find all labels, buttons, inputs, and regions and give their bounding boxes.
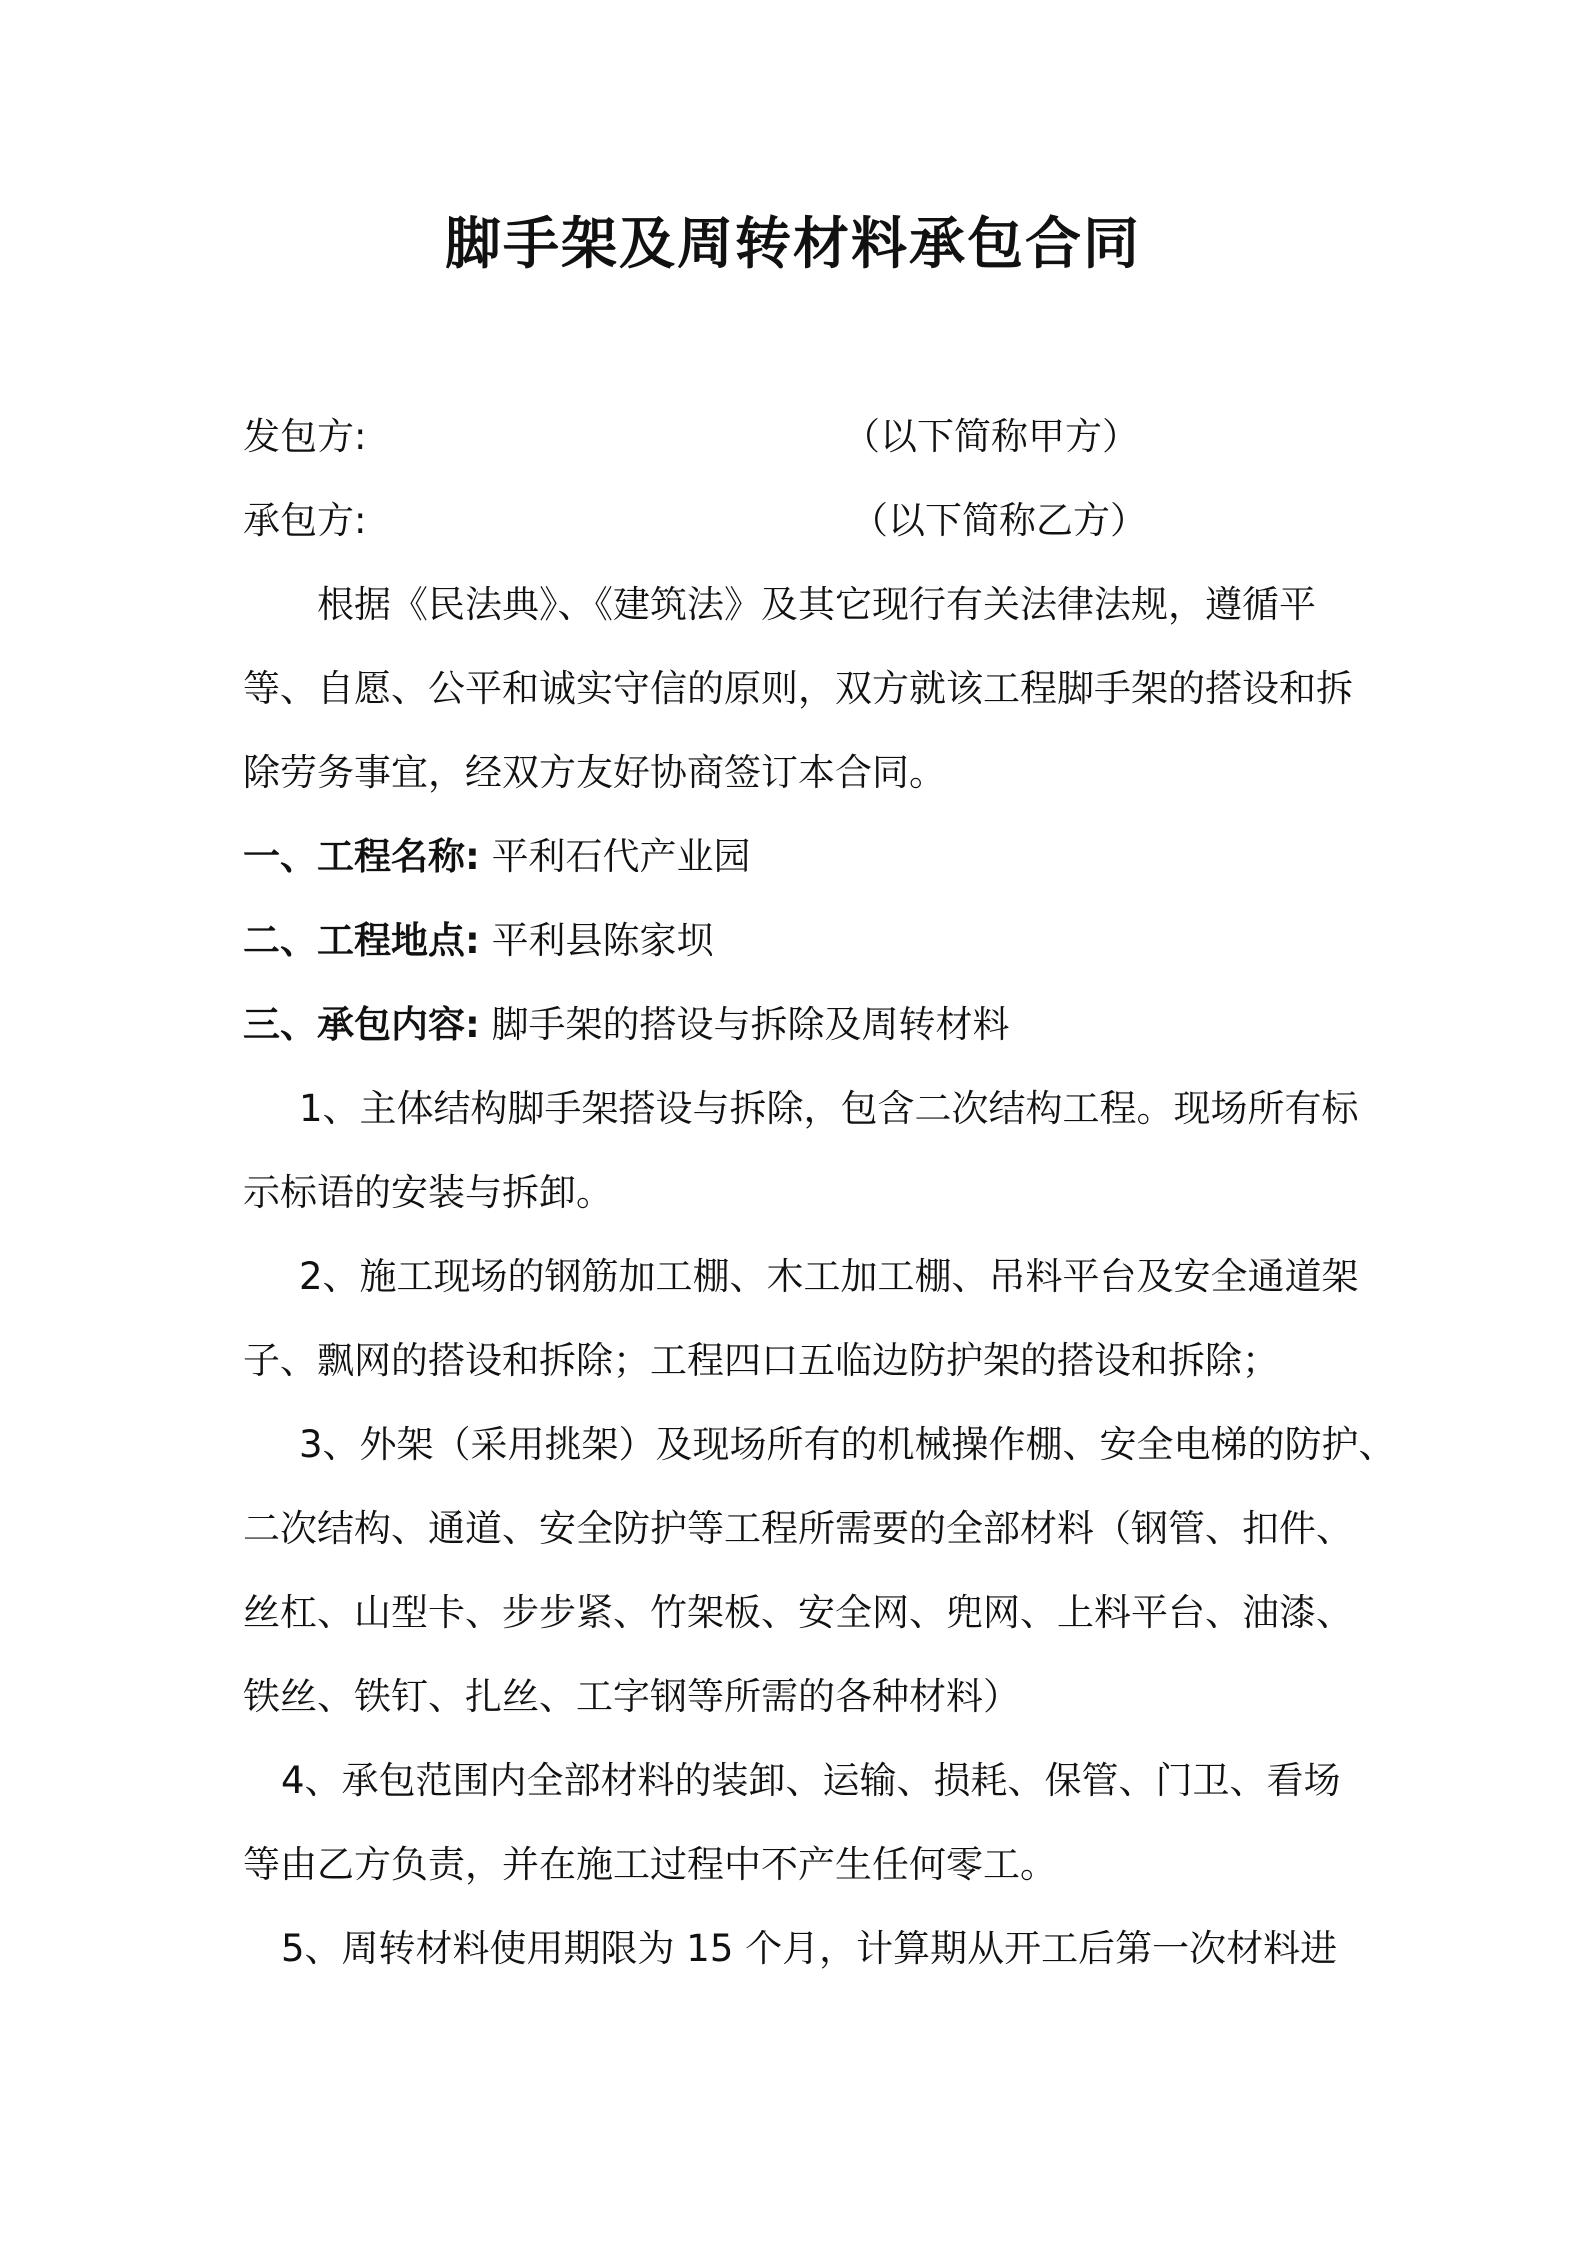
- contract-title: 脚手架及周转材料承包合同: [445, 212, 1141, 277]
- section-label: 三、承包内容:: [243, 1003, 480, 1046]
- item-1-line-1: 1、主体结构脚手架搭设与拆除，包含二次结构工程。现场所有标: [299, 1087, 1359, 1130]
- preamble-line-3: 除劳务事宜，经双方友好协商签订本合同。: [243, 751, 946, 794]
- employer-label: 发包方:: [243, 415, 367, 458]
- item-2-line-2: 子、飘网的搭设和拆除；工程四口五临边防护架的搭设和拆除；: [243, 1339, 1279, 1382]
- section-value: 平利县陈家坝: [491, 919, 714, 962]
- item-4-line-1: 4、承包范围内全部材料的装卸、运输、损耗、保管、门卫、看场: [281, 1759, 1341, 1802]
- item-3-line-3: 丝杠、山型卡、步步紧、竹架板、安全网、兜网、上料平台、油漆、: [243, 1591, 1353, 1634]
- item-3-line-1: 3、外架（采用挑架）及现场所有的机械操作棚、安全电梯的防护、: [299, 1423, 1396, 1466]
- preamble-line-1: 根据《民法典》、《建筑法》及其它现行有关法律法规，遵循平: [317, 583, 1316, 626]
- item-5-line-1: 5、周转材料使用期限为 15 个月，计算期从开工后第一次材料进: [281, 1927, 1338, 1970]
- item-2-line-1: 2、施工现场的钢筋加工棚、木工加工棚、吊料平台及安全通道架: [299, 1255, 1359, 1298]
- contractor-line: [243, 479, 1363, 563]
- contractor-note: （以下简称乙方）: [851, 499, 1147, 542]
- section-value: 平利石代产业园: [491, 835, 751, 878]
- item-1-line-2: 示标语的安装与拆卸。: [243, 1171, 613, 1214]
- item-4-line-2: 等由乙方负责，并在施工过程中不产生任何零工。: [243, 1843, 1057, 1886]
- item-3-line-4: 铁丝、铁钉、扎丝、工字钢等所需的各种材料）: [243, 1675, 1020, 1718]
- employer-note: （以下简称甲方）: [843, 415, 1139, 458]
- section-project-location: [243, 899, 1363, 983]
- contractor-label: 承包方:: [243, 499, 367, 542]
- section-project-name: [243, 815, 1363, 899]
- item-3-line-2: 二次结构、通道、安全防护等工程所需要的全部材料（钢管、扣件、: [243, 1507, 1353, 1550]
- section-contract-scope: [243, 983, 1363, 1067]
- preamble-line-2: 等、自愿、公平和诚实守信的原则，双方就该工程脚手架的搭设和拆: [243, 667, 1353, 710]
- section-value: 脚手架的搭设与拆除及周转材料: [491, 1003, 1010, 1046]
- section-label: 一、工程名称:: [243, 835, 480, 878]
- employer-line: [243, 395, 1363, 479]
- contract-body: [243, 395, 1396, 1991]
- section-label: 二、工程地点:: [243, 919, 480, 962]
